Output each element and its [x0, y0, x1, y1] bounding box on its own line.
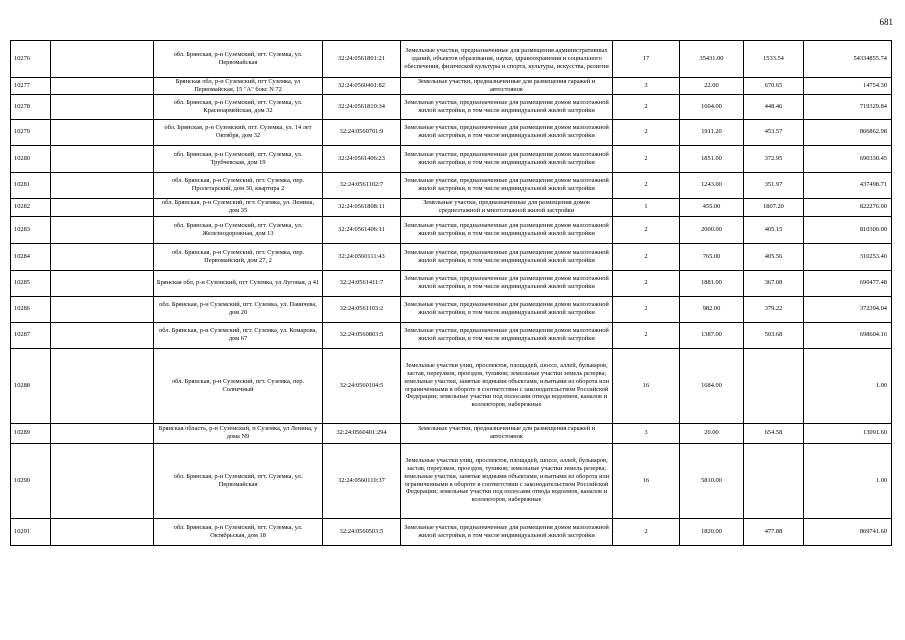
cell-use-group: 2 — [613, 94, 680, 119]
cell-cadastral-number: 32:24:0560110:37 — [323, 443, 401, 518]
cell-specific-value: 503.68 — [744, 322, 804, 348]
cell-cadastral-number: 32:24:0560104:5 — [323, 348, 401, 423]
cell-cadastral-number: 32:24:0561103:2 — [323, 296, 401, 322]
cell-blank — [51, 119, 154, 145]
cell-cadastral-value: 866862.98 — [804, 119, 892, 145]
cell-record-id: 10281 — [11, 172, 51, 198]
cell-record-id: 10287 — [11, 322, 51, 348]
cell-record-id: 10286 — [11, 296, 51, 322]
cell-cadastral-number: 32:24:0561810:34 — [323, 94, 401, 119]
cell-cadastral-value: 310253.40 — [804, 243, 892, 270]
cell-blank — [51, 243, 154, 270]
cell-use-group: 2 — [613, 243, 680, 270]
cell-use-group: 3 — [613, 78, 680, 95]
table-row — [11, 78, 892, 95]
table-row — [11, 296, 892, 322]
cell-specific-value: 453.57 — [744, 119, 804, 145]
cell-address: обл. Брянская, р-н Суземский, пгт. Суземка, ул. Железнодорожная, дом 13 — [154, 216, 323, 243]
cell-address: обл. Брянская, р-н Суземский, пгт. Суземка, ул. Трубчевская, дом 19 — [154, 145, 323, 172]
cell-specific-value: 448.46 — [744, 94, 804, 119]
cell-land-use-purpose: Земельные участки, предназначенные для размещения домов малоэтажной жилой застройки, в том числе индивидуальной жилой застройки — [401, 172, 613, 198]
cell-cadastral-number: 32:24:0560701:9 — [323, 119, 401, 145]
cell-cadastral-value: 822276.00 — [804, 198, 892, 216]
cell-use-group: 3 — [613, 423, 680, 443]
table-row — [11, 216, 892, 243]
cell-land-use-purpose: Земельные участки, предназначенные для размещения домов малоэтажной жилой застройки, в том числе индивидуальной жилой застройки — [401, 216, 613, 243]
cell-use-group: 17 — [613, 41, 680, 78]
cell-cadastral-value: 1.00 — [804, 348, 892, 423]
cell-cadastral-number: 32:24:0561808:11 — [323, 198, 401, 216]
cell-land-use-purpose: Земельные участки, предназначенные для размещения домов малоэтажной жилой застройки, в том числе индивидуальной жилой застройки — [401, 518, 613, 545]
cell-record-id: 10277 — [11, 78, 51, 95]
cell-blank — [51, 270, 154, 296]
cell-area: 22.00 — [680, 78, 744, 95]
cell-cadastral-number: 32:24:0561406:11 — [323, 216, 401, 243]
cell-cadastral-value: 372394.04 — [804, 296, 892, 322]
cell-specific-value: 367.08 — [744, 270, 804, 296]
cell-specific-value: 372.95 — [744, 145, 804, 172]
cell-land-use-purpose: Земельные участки, предназначенные для размещения домов малоэтажной жилой застройки, в том числе индивидуальной жилой застройки — [401, 296, 613, 322]
cell-blank — [51, 518, 154, 545]
cell-address: Брянская область, р-н Суземский, п Суземка, ул Ленина, у дома N9 — [154, 423, 323, 443]
cell-cadastral-number: 32:24:0560503:5 — [323, 518, 401, 545]
table-row — [11, 243, 892, 270]
cell-land-use-purpose: Земельные участки, предназначенные для размещения домов среднеэтажной и многоэтажной жилой застройки — [401, 198, 613, 216]
table-row — [11, 423, 892, 443]
table-row — [11, 270, 892, 296]
cell-blank — [51, 216, 154, 243]
cell-use-group: 2 — [613, 270, 680, 296]
table-row — [11, 145, 892, 172]
cell-address: обл. Брянская, р-н Суземский, пгт. Суземка, ул. Первомайская — [154, 443, 323, 518]
cell-cadastral-value: 690477.48 — [804, 270, 892, 296]
cell-use-group: 2 — [613, 172, 680, 198]
cell-specific-value: 1533.54 — [744, 41, 804, 78]
cell-blank — [51, 322, 154, 348]
table-row — [11, 41, 892, 78]
cell-use-group: 2 — [613, 119, 680, 145]
cell-use-group: 16 — [613, 348, 680, 423]
cell-record-id: 10285 — [11, 270, 51, 296]
cell-cadastral-number: 32:24:0560111:43 — [323, 243, 401, 270]
table-row — [11, 94, 892, 119]
cell-blank — [51, 423, 154, 443]
cell-cadastral-number: 32:24:0561102:7 — [323, 172, 401, 198]
cell-blank — [51, 296, 154, 322]
table-row — [11, 119, 892, 145]
cell-specific-value: 1807.20 — [744, 198, 804, 216]
cell-address: обл. Брянская, р-н Суземский, пгт. Суземка, ул. Первомайская — [154, 41, 323, 78]
table-row — [11, 198, 892, 216]
cell-cadastral-value: 437498.71 — [804, 172, 892, 198]
cell-land-use-purpose: Земельные участки, предназначенные для размещения домов малоэтажной жилой застройки, в том числе индивидуальной жилой застройки — [401, 145, 613, 172]
cell-use-group: 2 — [613, 518, 680, 545]
cell-cadastral-value: 54334855.74 — [804, 41, 892, 78]
cell-address: Брянская обл, р-н Суземский, пгт Суземка, ул Первомайская, 15 "А" бокс N 72 — [154, 78, 323, 95]
cell-cadastral-value: 690330.45 — [804, 145, 892, 172]
cell-record-id: 10284 — [11, 243, 51, 270]
table-row — [11, 172, 892, 198]
cell-record-id: 10280 — [11, 145, 51, 172]
cell-address: обл. Брянская, р-н Суземский, пгт. Суземка, ул. Ленина, дом 35 — [154, 198, 323, 216]
cell-address: Брянская обл, р-н Суземский, пгт Суземка, ул Луговая, д 41 — [154, 270, 323, 296]
cell-address: обл. Брянская, р-н Суземский, пгт. Суземка, ул. Павичева, дом 20 — [154, 296, 323, 322]
cell-land-use-purpose: Земельные участки, предназначенные для размещения домов малоэтажной жилой застройки, в том числе индивидуальной жилой застройки — [401, 243, 613, 270]
cell-record-id: 10276 — [11, 41, 51, 78]
cell-address: обл. Брянская, р-н Суземский, пгт. Суземка, пер. Солнечный — [154, 348, 323, 423]
cell-area: 1881.00 — [680, 270, 744, 296]
cell-use-group: 1 — [613, 198, 680, 216]
cell-specific-value: 477.88 — [744, 518, 804, 545]
cell-area: 1911.20 — [680, 119, 744, 145]
cell-blank — [51, 94, 154, 119]
cell-land-use-purpose: Земельные участки, предназначенные для размещения административных зданий, объектов образования, науки, здравоохранения и социального обеспечения, физической культуры и спорта, культуры, искусства, религии — [401, 41, 613, 78]
cell-blank — [51, 348, 154, 423]
cell-record-id: 10278 — [11, 94, 51, 119]
cell-land-use-purpose: Земельные участки, предназначенные для размещения домов малоэтажной жилой застройки, в том числе индивидуальной жилой застройки — [401, 119, 613, 145]
cell-specific-value — [744, 443, 804, 518]
cell-specific-value: 654.58 — [744, 423, 804, 443]
cell-cadastral-value: 810300.00 — [804, 216, 892, 243]
cell-record-id: 10282 — [11, 198, 51, 216]
page-number: 681 — [879, 17, 893, 27]
cell-area: 455.00 — [680, 198, 744, 216]
cell-address: обл. Брянская, р-н Суземский, пгт. Суземка, ул. Комарова, дом 67 — [154, 322, 323, 348]
cell-land-use-purpose: Земельные участки, предназначенные для размещения гаражей и автостоянок — [401, 423, 613, 443]
cell-specific-value: 405.15 — [744, 216, 804, 243]
cell-blank — [51, 443, 154, 518]
cell-blank — [51, 78, 154, 95]
cell-cadastral-value: 14754.30 — [804, 78, 892, 95]
cell-specific-value: 379.22 — [744, 296, 804, 322]
cell-record-id: 10279 — [11, 119, 51, 145]
cell-cadastral-value: 13091.60 — [804, 423, 892, 443]
cell-area: 5810.00 — [680, 443, 744, 518]
cell-address: обл. Брянская, р-н Суземский, пгт. Суземка, ул. 14 лет Октября, дом 32 — [154, 119, 323, 145]
table-row — [11, 518, 892, 545]
cell-record-id: 10290 — [11, 443, 51, 518]
cell-address: обл. Брянская, р-н Суземский, пгт. Суземка, пер. Первомайский, дом 27, 2 — [154, 243, 323, 270]
cell-land-use-purpose: Земельные участки улиц, проспектов, площадей, шоссе, аллей, бульваров, застав, переулков, проездов, тупиков; земельные участки земель резерва; земельные участки, занятые водными объектами, изъятыми из оборота или ограниченными в обороте в соответствии с законодательством Российской Федерации; земельные участки под полосами отвода водоемов, каналов и коллекторов, набережные — [401, 443, 613, 518]
cell-use-group: 2 — [613, 296, 680, 322]
cell-cadastral-value: 1.00 — [804, 443, 892, 518]
cell-area: 1604.00 — [680, 94, 744, 119]
cell-record-id: 10288 — [11, 348, 51, 423]
cell-land-use-purpose: Земельные участки, предназначенные для размещения домов малоэтажной жилой застройки, в том числе индивидуальной жилой застройки — [401, 322, 613, 348]
table-row — [11, 348, 892, 423]
cell-land-use-purpose: Земельные участки улиц, проспектов, площадей, шоссе, аллей, бульваров, застав, переулков, проездов, тупиков; земельные участки земель резерва; земельные участки, занятые водными объектами, изъятыми из оборота или ограниченными в обороте в соответствии с законодательством Российской Федерации; земельные участки под полосами отвода водоемов, каналов и коллекторов, набережные — [401, 348, 613, 423]
cell-record-id: 10283 — [11, 216, 51, 243]
cell-record-id: 10289 — [11, 423, 51, 443]
cell-cadastral-number: 32:24:0561406:23 — [323, 145, 401, 172]
cell-blank — [51, 198, 154, 216]
cell-use-group: 16 — [613, 443, 680, 518]
cell-specific-value — [744, 348, 804, 423]
cell-land-use-purpose: Земельные участки, предназначенные для размещения гаражей и автостоянок — [401, 78, 613, 95]
cell-land-use-purpose: Земельные участки, предназначенные для размещения домов малоэтажной жилой застройки, в том числе индивидуальной жилой застройки — [401, 270, 613, 296]
cell-address: обл. Брянская, р-н Суземский, пгт. Суземка, ул. Октябрьская, дом 18 — [154, 518, 323, 545]
cell-area: 982.00 — [680, 296, 744, 322]
cell-use-group: 2 — [613, 145, 680, 172]
cadastral-value-table — [10, 40, 892, 546]
cell-address: обл. Брянская, р-н Суземский, пгт. Суземка, ул. Красноармейская, дом 32 — [154, 94, 323, 119]
cell-land-use-purpose: Земельные участки, предназначенные для размещения домов малоэтажной жилой застройки, в том числе индивидуальной жилой застройки — [401, 94, 613, 119]
cell-area: 765.00 — [680, 243, 744, 270]
cell-area: 20.00 — [680, 423, 744, 443]
cell-cadastral-number: 32:24:0560401:294 — [323, 423, 401, 443]
cell-area: 1387.00 — [680, 322, 744, 348]
cell-specific-value: 670.65 — [744, 78, 804, 95]
cell-address: обл. Брянская, р-н Суземский, пгт. Суземка, пер. Пролетарский, дом 30, квартира 2 — [154, 172, 323, 198]
cell-area: 1684.00 — [680, 348, 744, 423]
cell-area: 1243.00 — [680, 172, 744, 198]
cell-blank — [51, 145, 154, 172]
cell-record-id: 10291 — [11, 518, 51, 545]
cell-blank — [51, 172, 154, 198]
cell-specific-value: 351.97 — [744, 172, 804, 198]
cell-area: 35431.00 — [680, 41, 744, 78]
cell-area: 1820.00 — [680, 518, 744, 545]
cell-blank — [51, 41, 154, 78]
cell-cadastral-number: 32:24:0561801:21 — [323, 41, 401, 78]
cell-use-group: 2 — [613, 216, 680, 243]
cell-use-group: 2 — [613, 322, 680, 348]
cell-cadastral-number: 32:24:0560803:5 — [323, 322, 401, 348]
cell-cadastral-value: 719329.84 — [804, 94, 892, 119]
cell-cadastral-value: 698604.16 — [804, 322, 892, 348]
cell-area: 2000.00 — [680, 216, 744, 243]
cell-area: 1851.00 — [680, 145, 744, 172]
table-row — [11, 322, 892, 348]
cell-cadastral-number: 32:24:0561411:7 — [323, 270, 401, 296]
table-row — [11, 443, 892, 518]
cell-specific-value: 405.56 — [744, 243, 804, 270]
cell-cadastral-number: 32:24:0560401:82 — [323, 78, 401, 95]
cell-cadastral-value: 869741.60 — [804, 518, 892, 545]
